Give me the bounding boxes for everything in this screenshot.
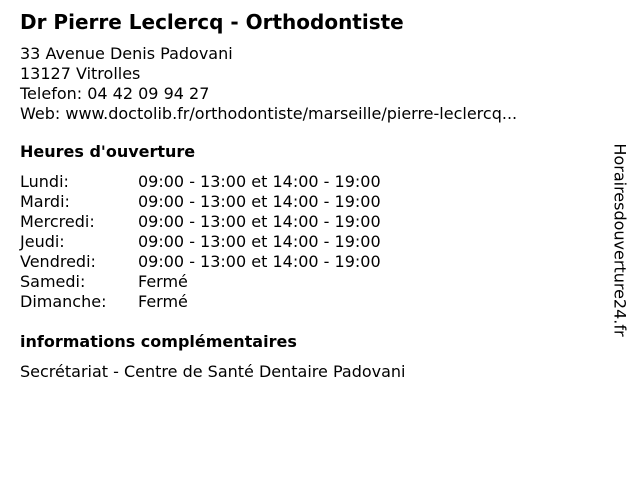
time-value: 09:00 - 13:00 et 14:00 - 19:00 bbox=[138, 252, 381, 271]
additional-info-title: informations complémentaires bbox=[20, 332, 297, 351]
website-link[interactable]: Web: www.doctolib.fr/orthodontiste/marseille/pierre-leclercq... bbox=[20, 104, 518, 123]
day-label: Samedi: bbox=[20, 272, 86, 291]
hours-row-mercredi bbox=[20, 212, 600, 232]
city-address: 13127 Vitrolles bbox=[20, 64, 141, 83]
day-label: Mercredi: bbox=[20, 212, 95, 231]
business-card bbox=[20, 10, 600, 382]
hours-row-jeudi bbox=[20, 232, 600, 252]
contact-block bbox=[20, 44, 600, 124]
time-value: 09:00 - 13:00 et 14:00 - 19:00 bbox=[138, 212, 381, 231]
brand-vertical-text: Horairesdouverture24.fr bbox=[611, 143, 631, 337]
hours-title: Heures d'ouverture bbox=[20, 142, 196, 161]
hours-row-dimanche bbox=[20, 292, 600, 312]
day-label: Lundi: bbox=[20, 172, 69, 191]
hours-table bbox=[20, 172, 600, 312]
hours-row-mardi bbox=[20, 192, 600, 212]
additional-info-text: Secrétariat - Centre de Santé Dentaire Padovani bbox=[20, 362, 406, 381]
hours-row-vendredi bbox=[20, 252, 600, 272]
time-value: Fermé bbox=[138, 272, 188, 291]
time-value: 09:00 - 13:00 et 14:00 - 19:00 bbox=[138, 192, 381, 211]
day-label: Mardi: bbox=[20, 192, 70, 211]
hours-row-lundi bbox=[20, 172, 600, 192]
day-label: Jeudi: bbox=[20, 232, 65, 251]
street-address: 33 Avenue Denis Padovani bbox=[20, 44, 233, 63]
time-value: 09:00 - 13:00 et 14:00 - 19:00 bbox=[138, 232, 381, 251]
time-value: Fermé bbox=[138, 292, 188, 311]
day-label: Vendredi: bbox=[20, 252, 96, 271]
business-title: Dr Pierre Leclercq - Orthodontiste bbox=[20, 10, 404, 34]
phone-number: Telefon: 04 42 09 94 27 bbox=[20, 84, 210, 103]
time-value: 09:00 - 13:00 et 14:00 - 19:00 bbox=[138, 172, 381, 191]
hours-row-samedi bbox=[20, 272, 600, 292]
side-brand bbox=[610, 135, 630, 345]
day-label: Dimanche: bbox=[20, 292, 107, 311]
